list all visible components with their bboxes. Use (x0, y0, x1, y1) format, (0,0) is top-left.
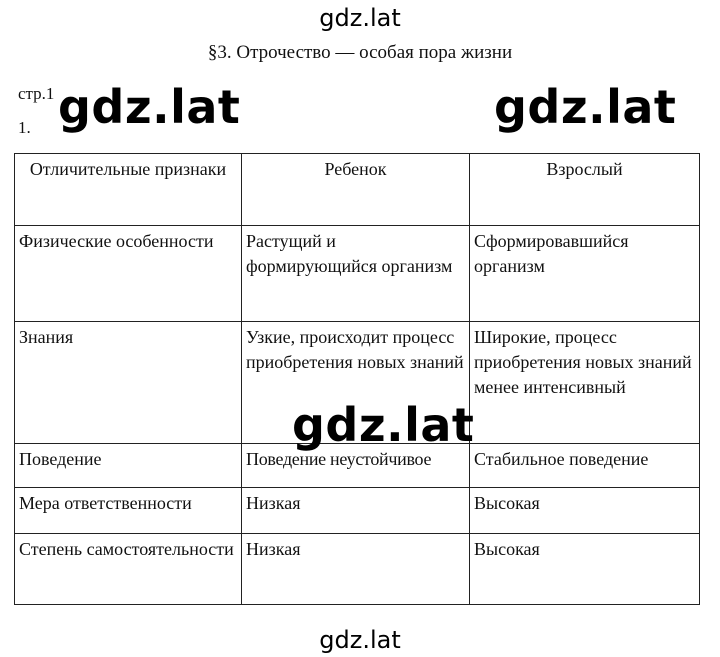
table-cell: Знания (15, 322, 242, 444)
table-cell: Степень самостоятельности (15, 534, 242, 605)
watermark-bottom: gdz.lat (319, 626, 401, 654)
table-row (15, 488, 700, 534)
table-cell: Поведение неустойчивое (242, 444, 470, 488)
table-cell: Узкие, происходит процесс приобретения новых знаний (242, 322, 470, 444)
watermark-top: gdz.lat (319, 4, 401, 32)
table-cell: Низкая (242, 534, 470, 605)
watermark-left: gdz.lat (58, 80, 241, 134)
watermark-right: gdz.lat (494, 80, 677, 134)
table-cell: Стабильное поведение (470, 444, 700, 488)
table-cell: Высокая (470, 488, 700, 534)
table-cell: Растущий и формирующийся организм (242, 226, 470, 322)
table-cell: Высокая (470, 534, 700, 605)
comparison-table (14, 153, 700, 605)
table-cell: Широкие, процесс приобретения новых знаний менее интенсивный (470, 322, 700, 444)
table-row (15, 534, 700, 605)
table-header-row (15, 154, 700, 226)
header-cell-features: Отличительные признаки (15, 154, 242, 226)
header-cell-child: Ребенок (242, 154, 470, 226)
watermark-middle: gdz.lat (292, 398, 475, 452)
task-number: 1. (18, 118, 31, 137)
table-cell: Мера ответственности (15, 488, 242, 534)
table-cell: Сформировавшийся организм (470, 226, 700, 322)
table-row (15, 226, 700, 322)
header-cell-adult: Взрослый (470, 154, 700, 226)
table-cell: Физические особенности (15, 226, 242, 322)
section-heading: §3. Отрочество — особая пора жизни (207, 42, 513, 63)
table-cell: Низкая (242, 488, 470, 534)
page-reference: стр.1 (18, 84, 55, 103)
table-cell: Поведение (15, 444, 242, 488)
